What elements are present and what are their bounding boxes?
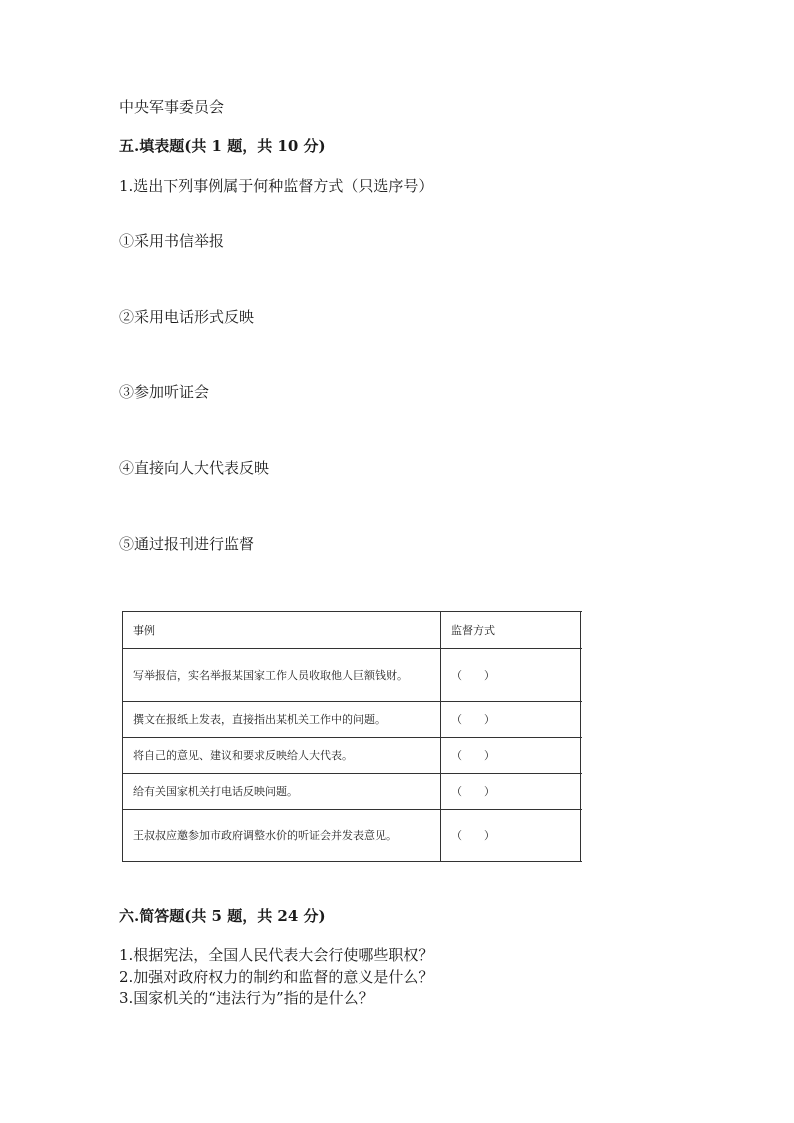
- table-row: [123, 774, 583, 810]
- option-2: ②采用电话形式反映: [119, 308, 255, 326]
- supervision-table: [122, 611, 582, 862]
- continued-answer-text: 中央军事委员会: [119, 98, 225, 116]
- table-row: [123, 810, 583, 862]
- row-answer-blank[interactable]: （ ）: [441, 702, 581, 738]
- row-case: 写举报信，实名举报某国家工作人员收取他人巨额钱财。: [123, 649, 441, 702]
- section-6-heading: 六.简答题(共 5 题，共 24 分): [119, 907, 326, 925]
- row-case: 王叔叔应邀参加市政府调整水价的听证会并发表意见。: [123, 810, 441, 862]
- option-3: ③参加听证会: [119, 383, 210, 401]
- question-5-1: 1.选出下列事例属于何种监督方式（只选序号）: [119, 177, 434, 195]
- row-answer-blank[interactable]: （ ）: [441, 810, 581, 862]
- table-header-row: [123, 612, 583, 649]
- row-case: 将自己的意见、建议和要求反映给人大代表。: [123, 738, 441, 774]
- option-5: ⑤通过报刊进行监督: [119, 535, 255, 553]
- option-1: ①采用书信举报: [119, 232, 225, 250]
- header-case: 事例: [123, 612, 441, 649]
- header-method: 监督方式: [441, 612, 581, 649]
- table-row: [123, 738, 583, 774]
- table-row: [123, 649, 583, 702]
- option-4: ④直接向人大代表反映: [119, 459, 270, 477]
- row-answer-blank[interactable]: （ ）: [441, 774, 581, 810]
- short-answer-question-1: 1.根据宪法，全国人民代表大会行使哪些职权？: [119, 946, 434, 964]
- section-5-heading: 五.填表题(共 1 题，共 10 分): [119, 137, 326, 155]
- table-row: [123, 702, 583, 738]
- row-case: 撰文在报纸上发表，直接指出某机关工作中的问题。: [123, 702, 441, 738]
- short-answer-question-2: 2.加强对政府权力的制约和监督的意义是什么？: [119, 968, 434, 986]
- short-answer-question-3: 3.国家机关的“违法行为”指的是什么？: [119, 989, 374, 1007]
- row-answer-blank[interactable]: （ ）: [441, 738, 581, 774]
- row-answer-blank[interactable]: （ ）: [441, 649, 581, 702]
- row-case: 给有关国家机关打电话反映问题。: [123, 774, 441, 810]
